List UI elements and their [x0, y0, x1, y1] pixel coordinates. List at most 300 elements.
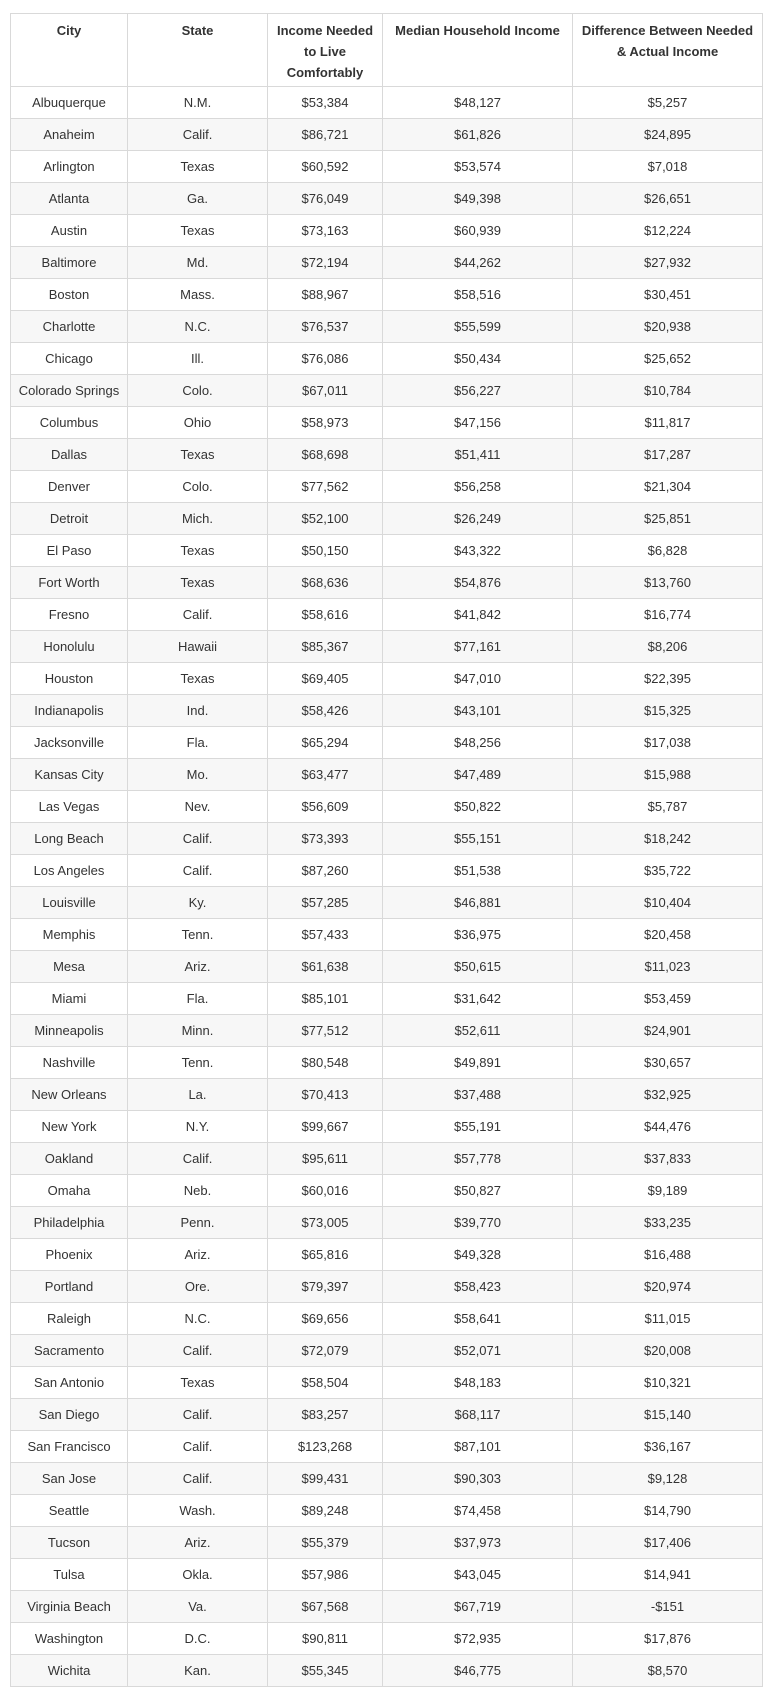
income-needed-cell: $89,248 [268, 1495, 383, 1527]
city-cell: Raleigh [11, 1303, 128, 1335]
income-needed-cell: $86,721 [268, 119, 383, 151]
income-needed-cell: $67,568 [268, 1591, 383, 1623]
income-needed-cell: $58,616 [268, 599, 383, 631]
table-header [11, 14, 763, 87]
city-cell: Washington [11, 1623, 128, 1655]
median-income-cell: $74,458 [383, 1495, 573, 1527]
difference-cell: $27,932 [573, 247, 763, 279]
table-row [11, 1399, 763, 1431]
state-cell: N.Y. [128, 1111, 268, 1143]
difference-cell: $8,570 [573, 1655, 763, 1687]
city-cell: Seattle [11, 1495, 128, 1527]
difference-cell: $30,657 [573, 1047, 763, 1079]
difference-cell: $15,140 [573, 1399, 763, 1431]
city-cell: Fort Worth [11, 567, 128, 599]
table-row [11, 663, 763, 695]
city-cell: Detroit [11, 503, 128, 535]
income-needed-cell: $87,260 [268, 855, 383, 887]
city-cell: San Francisco [11, 1431, 128, 1463]
income-needed-cell: $63,477 [268, 759, 383, 791]
city-cell: Phoenix [11, 1239, 128, 1271]
city-cell: Virginia Beach [11, 1591, 128, 1623]
city-cell: New Orleans [11, 1079, 128, 1111]
city-cell: Kansas City [11, 759, 128, 791]
median-income-cell: $43,322 [383, 535, 573, 567]
income-needed-cell: $85,367 [268, 631, 383, 663]
state-cell: D.C. [128, 1623, 268, 1655]
header-median-income: Median Household Income [383, 14, 573, 87]
state-cell: Calif. [128, 1143, 268, 1175]
difference-cell: $20,008 [573, 1335, 763, 1367]
state-cell: Penn. [128, 1207, 268, 1239]
state-cell: Calif. [128, 119, 268, 151]
state-cell: N.C. [128, 1303, 268, 1335]
city-cell: San Antonio [11, 1367, 128, 1399]
city-cell: Miami [11, 983, 128, 1015]
city-cell: Charlotte [11, 311, 128, 343]
difference-cell: $9,189 [573, 1175, 763, 1207]
median-income-cell: $55,191 [383, 1111, 573, 1143]
income-needed-cell: $68,636 [268, 567, 383, 599]
header-city: City [11, 14, 128, 87]
city-cell: Jacksonville [11, 727, 128, 759]
median-income-cell: $55,599 [383, 311, 573, 343]
table-row [11, 791, 763, 823]
median-income-cell: $61,826 [383, 119, 573, 151]
median-income-cell: $58,641 [383, 1303, 573, 1335]
city-cell: Anaheim [11, 119, 128, 151]
table-row [11, 887, 763, 919]
city-cell: Nashville [11, 1047, 128, 1079]
state-cell: Ariz. [128, 1527, 268, 1559]
state-cell: Calif. [128, 1335, 268, 1367]
table-row [11, 1207, 763, 1239]
table-row [11, 1655, 763, 1687]
state-cell: Ariz. [128, 951, 268, 983]
median-income-cell: $47,010 [383, 663, 573, 695]
income-needed-cell: $76,086 [268, 343, 383, 375]
state-cell: Nev. [128, 791, 268, 823]
state-cell: N.C. [128, 311, 268, 343]
city-cell: Arlington [11, 151, 128, 183]
income-needed-cell: $85,101 [268, 983, 383, 1015]
income-needed-cell: $79,397 [268, 1271, 383, 1303]
city-cell: Boston [11, 279, 128, 311]
income-needed-cell: $57,285 [268, 887, 383, 919]
income-needed-cell: $60,016 [268, 1175, 383, 1207]
city-cell: Long Beach [11, 823, 128, 855]
difference-cell: $21,304 [573, 471, 763, 503]
state-cell: La. [128, 1079, 268, 1111]
table-row [11, 1239, 763, 1271]
table-container [10, 13, 762, 1687]
difference-cell: $6,828 [573, 535, 763, 567]
city-cell: Indianapolis [11, 695, 128, 727]
median-income-cell: $90,303 [383, 1463, 573, 1495]
difference-cell: $10,321 [573, 1367, 763, 1399]
income-needed-cell: $95,611 [268, 1143, 383, 1175]
difference-cell: $8,206 [573, 631, 763, 663]
difference-cell: $12,224 [573, 215, 763, 247]
city-cell: Louisville [11, 887, 128, 919]
city-cell: Fresno [11, 599, 128, 631]
header-state: State [128, 14, 268, 87]
median-income-cell: $50,434 [383, 343, 573, 375]
table-row [11, 151, 763, 183]
median-income-cell: $43,045 [383, 1559, 573, 1591]
difference-cell: $14,790 [573, 1495, 763, 1527]
income-needed-cell: $99,431 [268, 1463, 383, 1495]
difference-cell: $10,784 [573, 375, 763, 407]
income-needed-cell: $58,973 [268, 407, 383, 439]
state-cell: Texas [128, 439, 268, 471]
income-needed-cell: $57,433 [268, 919, 383, 951]
median-income-cell: $47,156 [383, 407, 573, 439]
state-cell: Texas [128, 1367, 268, 1399]
median-income-cell: $50,615 [383, 951, 573, 983]
income-needed-cell: $57,986 [268, 1559, 383, 1591]
difference-cell: $11,817 [573, 407, 763, 439]
city-cell: San Diego [11, 1399, 128, 1431]
state-cell: Tenn. [128, 1047, 268, 1079]
income-needed-cell: $69,405 [268, 663, 383, 695]
difference-cell: $5,787 [573, 791, 763, 823]
table-row [11, 311, 763, 343]
difference-cell: $37,833 [573, 1143, 763, 1175]
table-row [11, 1143, 763, 1175]
difference-cell: $22,395 [573, 663, 763, 695]
table-row [11, 471, 763, 503]
table-row [11, 759, 763, 791]
city-cell: Omaha [11, 1175, 128, 1207]
income-needed-cell: $77,512 [268, 1015, 383, 1047]
state-cell: Colo. [128, 375, 268, 407]
median-income-cell: $46,881 [383, 887, 573, 919]
city-cell: Austin [11, 215, 128, 247]
city-cell: Atlanta [11, 183, 128, 215]
income-needed-cell: $55,345 [268, 1655, 383, 1687]
income-needed-cell: $55,379 [268, 1527, 383, 1559]
median-income-cell: $44,262 [383, 247, 573, 279]
state-cell: Wash. [128, 1495, 268, 1527]
income-needed-cell: $60,592 [268, 151, 383, 183]
table-row [11, 407, 763, 439]
difference-cell: $18,242 [573, 823, 763, 855]
city-cell: Houston [11, 663, 128, 695]
median-income-cell: $58,423 [383, 1271, 573, 1303]
state-cell: Ky. [128, 887, 268, 919]
median-income-cell: $60,939 [383, 215, 573, 247]
city-cell: Tulsa [11, 1559, 128, 1591]
state-cell: Md. [128, 247, 268, 279]
median-income-cell: $26,249 [383, 503, 573, 535]
state-cell: Calif. [128, 1431, 268, 1463]
difference-cell: $9,128 [573, 1463, 763, 1495]
median-income-cell: $87,101 [383, 1431, 573, 1463]
table-row [11, 1527, 763, 1559]
city-cell: Portland [11, 1271, 128, 1303]
table-row [11, 1079, 763, 1111]
table-row [11, 183, 763, 215]
city-cell: Dallas [11, 439, 128, 471]
difference-cell: $11,023 [573, 951, 763, 983]
table-row [11, 1367, 763, 1399]
median-income-cell: $77,161 [383, 631, 573, 663]
median-income-cell: $58,516 [383, 279, 573, 311]
table-row [11, 215, 763, 247]
header-difference: Difference Between Needed & Actual Income [573, 14, 763, 87]
state-cell: Mass. [128, 279, 268, 311]
table-row [11, 919, 763, 951]
difference-cell: $11,015 [573, 1303, 763, 1335]
city-cell: Los Angeles [11, 855, 128, 887]
state-cell: Mo. [128, 759, 268, 791]
state-cell: Calif. [128, 1463, 268, 1495]
table-row [11, 439, 763, 471]
state-cell: Minn. [128, 1015, 268, 1047]
table-row [11, 1175, 763, 1207]
table-row [11, 1431, 763, 1463]
state-cell: Ohio [128, 407, 268, 439]
table-row [11, 1591, 763, 1623]
state-cell: Ga. [128, 183, 268, 215]
state-cell: Kan. [128, 1655, 268, 1687]
city-cell: Tucson [11, 1527, 128, 1559]
income-needed-cell: $72,194 [268, 247, 383, 279]
city-cell: Sacramento [11, 1335, 128, 1367]
difference-cell: $17,406 [573, 1527, 763, 1559]
income-needed-cell: $65,294 [268, 727, 383, 759]
state-cell: Texas [128, 663, 268, 695]
table-row [11, 119, 763, 151]
median-income-cell: $72,935 [383, 1623, 573, 1655]
median-income-cell: $55,151 [383, 823, 573, 855]
median-income-cell: $67,719 [383, 1591, 573, 1623]
median-income-cell: $68,117 [383, 1399, 573, 1431]
difference-cell: $20,974 [573, 1271, 763, 1303]
table-row [11, 1623, 763, 1655]
income-needed-cell: $80,548 [268, 1047, 383, 1079]
state-cell: Neb. [128, 1175, 268, 1207]
income-needed-cell: $73,005 [268, 1207, 383, 1239]
income-needed-cell: $83,257 [268, 1399, 383, 1431]
city-cell: Albuquerque [11, 87, 128, 119]
header-row [11, 14, 763, 87]
city-cell: New York [11, 1111, 128, 1143]
median-income-cell: $41,842 [383, 599, 573, 631]
median-income-cell: $50,822 [383, 791, 573, 823]
median-income-cell: $57,778 [383, 1143, 573, 1175]
income-needed-cell: $61,638 [268, 951, 383, 983]
state-cell: Texas [128, 535, 268, 567]
difference-cell: -$151 [573, 1591, 763, 1623]
difference-cell: $25,851 [573, 503, 763, 535]
income-table [10, 13, 763, 1687]
median-income-cell: $49,891 [383, 1047, 573, 1079]
state-cell: Fla. [128, 983, 268, 1015]
city-cell: Columbus [11, 407, 128, 439]
table-row [11, 1015, 763, 1047]
median-income-cell: $52,071 [383, 1335, 573, 1367]
state-cell: Mich. [128, 503, 268, 535]
income-needed-cell: $76,537 [268, 311, 383, 343]
difference-cell: $20,458 [573, 919, 763, 951]
state-cell: Hawaii [128, 631, 268, 663]
state-cell: Ill. [128, 343, 268, 375]
income-needed-cell: $76,049 [268, 183, 383, 215]
table-row [11, 1111, 763, 1143]
city-cell: Philadelphia [11, 1207, 128, 1239]
difference-cell: $44,476 [573, 1111, 763, 1143]
state-cell: Colo. [128, 471, 268, 503]
state-cell: Ind. [128, 695, 268, 727]
state-cell: Ariz. [128, 1239, 268, 1271]
income-needed-cell: $50,150 [268, 535, 383, 567]
table-row [11, 1303, 763, 1335]
table-row [11, 503, 763, 535]
difference-cell: $33,235 [573, 1207, 763, 1239]
table-row [11, 567, 763, 599]
state-cell: Calif. [128, 823, 268, 855]
median-income-cell: $36,975 [383, 919, 573, 951]
state-cell: Texas [128, 567, 268, 599]
difference-cell: $17,876 [573, 1623, 763, 1655]
table-row [11, 1495, 763, 1527]
income-needed-cell: $77,562 [268, 471, 383, 503]
income-needed-cell: $73,393 [268, 823, 383, 855]
difference-cell: $30,451 [573, 279, 763, 311]
state-cell: Texas [128, 151, 268, 183]
table-row [11, 823, 763, 855]
income-needed-cell: $99,667 [268, 1111, 383, 1143]
state-cell: Tenn. [128, 919, 268, 951]
table-row [11, 951, 763, 983]
median-income-cell: $54,876 [383, 567, 573, 599]
median-income-cell: $50,827 [383, 1175, 573, 1207]
city-cell: Baltimore [11, 247, 128, 279]
city-cell: Wichita [11, 1655, 128, 1687]
difference-cell: $24,895 [573, 119, 763, 151]
state-cell: Okla. [128, 1559, 268, 1591]
income-needed-cell: $70,413 [268, 1079, 383, 1111]
city-cell: Honolulu [11, 631, 128, 663]
income-needed-cell: $65,816 [268, 1239, 383, 1271]
income-needed-cell: $68,698 [268, 439, 383, 471]
city-cell: Colorado Springs [11, 375, 128, 407]
income-needed-cell: $67,011 [268, 375, 383, 407]
median-income-cell: $47,489 [383, 759, 573, 791]
difference-cell: $16,488 [573, 1239, 763, 1271]
table-row [11, 87, 763, 119]
table-row [11, 343, 763, 375]
table-row [11, 1047, 763, 1079]
median-income-cell: $48,127 [383, 87, 573, 119]
median-income-cell: $37,488 [383, 1079, 573, 1111]
difference-cell: $36,167 [573, 1431, 763, 1463]
table-row [11, 599, 763, 631]
table-row [11, 631, 763, 663]
difference-cell: $16,774 [573, 599, 763, 631]
table-row [11, 983, 763, 1015]
city-cell: Memphis [11, 919, 128, 951]
median-income-cell: $51,411 [383, 439, 573, 471]
state-cell: Calif. [128, 599, 268, 631]
table-row [11, 279, 763, 311]
median-income-cell: $49,398 [383, 183, 573, 215]
difference-cell: $25,652 [573, 343, 763, 375]
state-cell: Ore. [128, 1271, 268, 1303]
city-cell: Las Vegas [11, 791, 128, 823]
median-income-cell: $43,101 [383, 695, 573, 727]
income-needed-cell: $52,100 [268, 503, 383, 535]
state-cell: Texas [128, 215, 268, 247]
city-cell: San Jose [11, 1463, 128, 1495]
income-needed-cell: $69,656 [268, 1303, 383, 1335]
difference-cell: $7,018 [573, 151, 763, 183]
median-income-cell: $52,611 [383, 1015, 573, 1047]
city-cell: Chicago [11, 343, 128, 375]
city-cell: El Paso [11, 535, 128, 567]
median-income-cell: $56,258 [383, 471, 573, 503]
state-cell: Calif. [128, 1399, 268, 1431]
difference-cell: $5,257 [573, 87, 763, 119]
median-income-cell: $48,183 [383, 1367, 573, 1399]
city-cell: Denver [11, 471, 128, 503]
difference-cell: $32,925 [573, 1079, 763, 1111]
city-cell: Mesa [11, 951, 128, 983]
state-cell: Va. [128, 1591, 268, 1623]
table-row [11, 855, 763, 887]
income-needed-cell: $90,811 [268, 1623, 383, 1655]
income-needed-cell: $58,426 [268, 695, 383, 727]
median-income-cell: $48,256 [383, 727, 573, 759]
difference-cell: $35,722 [573, 855, 763, 887]
table-row [11, 535, 763, 567]
table-row [11, 1271, 763, 1303]
header-income-needed: Income Needed to Live Comfortably [268, 14, 383, 87]
table-row [11, 1559, 763, 1591]
difference-cell: $17,038 [573, 727, 763, 759]
income-needed-cell: $72,079 [268, 1335, 383, 1367]
difference-cell: $20,938 [573, 311, 763, 343]
state-cell: Calif. [128, 855, 268, 887]
table-row [11, 1335, 763, 1367]
income-needed-cell: $58,504 [268, 1367, 383, 1399]
table-row [11, 375, 763, 407]
difference-cell: $14,941 [573, 1559, 763, 1591]
city-cell: Oakland [11, 1143, 128, 1175]
difference-cell: $26,651 [573, 183, 763, 215]
table-row [11, 727, 763, 759]
difference-cell: $15,988 [573, 759, 763, 791]
income-needed-cell: $123,268 [268, 1431, 383, 1463]
income-needed-cell: $73,163 [268, 215, 383, 247]
difference-cell: $53,459 [573, 983, 763, 1015]
table-body [11, 87, 763, 1687]
table-row [11, 1463, 763, 1495]
median-income-cell: $49,328 [383, 1239, 573, 1271]
income-needed-cell: $88,967 [268, 279, 383, 311]
table-row [11, 695, 763, 727]
difference-cell: $17,287 [573, 439, 763, 471]
median-income-cell: $37,973 [383, 1527, 573, 1559]
median-income-cell: $53,574 [383, 151, 573, 183]
city-cell: Minneapolis [11, 1015, 128, 1047]
income-needed-cell: $53,384 [268, 87, 383, 119]
median-income-cell: $56,227 [383, 375, 573, 407]
state-cell: Fla. [128, 727, 268, 759]
median-income-cell: $39,770 [383, 1207, 573, 1239]
